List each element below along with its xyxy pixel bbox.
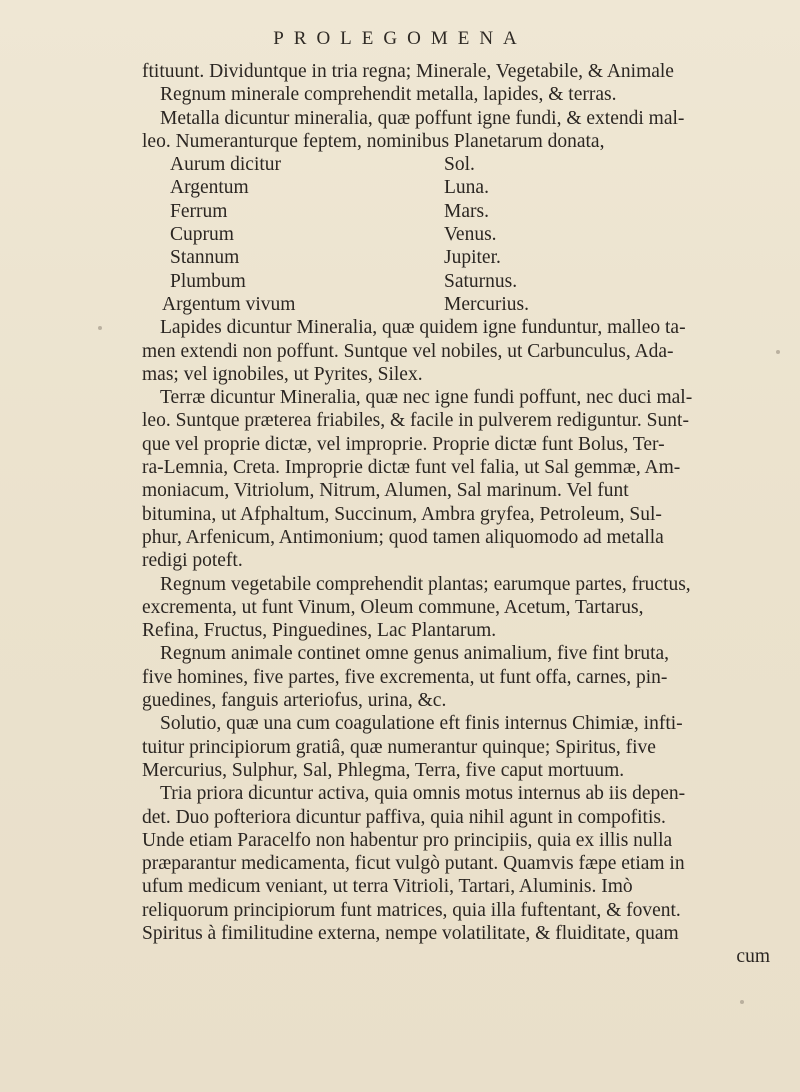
- planet-name: Luna.: [444, 177, 489, 199]
- planet-row: [154, 176, 772, 199]
- text-block: [142, 60, 772, 969]
- text-line: Solutio, quæ una cum coagulatione eft finis internus Chimiæ, infti-: [160, 713, 683, 735]
- text-line: Mercurius, Sulphur, Sal, Phlegma, Terra, five caput mortuum.: [142, 759, 625, 781]
- text-line: Spiritus à fimilitudine externa, nempe volatilitate, & fluiditate, quam: [142, 922, 679, 944]
- planet-name: Sol.: [444, 154, 475, 176]
- text-line: Refina, Fructus, Pinguedines, Lac Plantarum.: [142, 620, 497, 642]
- planet-table: [142, 153, 772, 316]
- planet-row: [154, 223, 772, 246]
- text-line: reliquorum principiorum funt matrices, quia illa fuftentant, & fovent.: [142, 899, 681, 921]
- text-line: leo. Numeranturque feptem, nominibus Planetarum donata,: [142, 130, 605, 152]
- paper-speck: [740, 1000, 744, 1004]
- planet-name: Jupiter.: [444, 247, 501, 269]
- text-line: five homines, five partes, five excrementa, ut funt offa, carnes, pin-: [142, 666, 668, 688]
- text-line: Regnum minerale comprehendit metalla, lapides, & terras.: [160, 84, 617, 106]
- text-line: det. Duo pofteriora dicuntur paffiva, quia nihil agunt in compofitis.: [142, 806, 666, 828]
- planet-row: [154, 293, 772, 316]
- planet-name: Saturnus.: [444, 270, 518, 292]
- text-line: excrementa, ut funt Vinum, Oleum commune, Acetum, Tartarus,: [142, 596, 644, 618]
- text-line: men extendi non poffunt. Suntque vel nobiles, ut Carbunculus, Ada-: [142, 340, 674, 362]
- planet-row: [154, 153, 772, 176]
- text-line: guedines, fanguis arteriofus, urina, &c.: [142, 690, 447, 712]
- text-line: Terræ dicuntur Mineralia, quæ nec igne fundi poffunt, nec duci mal-: [160, 387, 693, 409]
- text-line: redigi poteft.: [142, 550, 243, 572]
- planet-row: [154, 246, 772, 269]
- text-line: Lapides dicuntur Mineralia, quæ quidem igne funduntur, malleo ta-: [160, 317, 686, 339]
- metal-name: Argentum vivum: [162, 293, 296, 315]
- running-title: PROLEGOMENA: [273, 28, 527, 49]
- planet-name: Venus.: [444, 224, 497, 246]
- text-line: phur, Arfenicum, Antimonium; quod tamen aliquomodo ad metalla: [142, 526, 664, 548]
- text-line: moniacum, Vitriolum, Nitrum, Alumen, Sal marinum. Vel funt: [142, 480, 629, 502]
- text-line: Regnum vegetabile comprehendit plantas; earumque partes, fructus,: [160, 573, 691, 595]
- metal-name: Stannum: [170, 247, 240, 269]
- metal-name: Aurum dicitur: [170, 154, 282, 176]
- planet-name: Mars.: [444, 200, 489, 222]
- text-line: Metalla dicuntur mineralia, quæ poffunt igne fundi, & extendi mal-: [160, 107, 685, 129]
- text-line: que vel proprie dictæ, vel improprie. Proprie dictæ funt Bolus, Ter-: [142, 433, 665, 455]
- paper-speck: [98, 326, 102, 330]
- metal-name: Plumbum: [170, 270, 246, 292]
- text-line: ufum medicum veniant, ut terra Vitrioli, Tartari, Aluminis. Imò: [142, 876, 633, 898]
- text-line: leo. Suntque præterea friabiles, & facile in pulverem rediguntur. Sunt-: [142, 410, 689, 432]
- planet-name: Mercurius.: [444, 293, 530, 315]
- text-line: bitumina, ut Afphaltum, Succinum, Ambra gryfea, Petroleum, Sul-: [142, 503, 662, 525]
- paper-speck: [776, 350, 780, 354]
- catchword: cum: [736, 946, 770, 968]
- planet-row: [154, 200, 772, 223]
- planet-row: [154, 270, 772, 293]
- metal-name: Ferrum: [170, 200, 228, 222]
- text-line: præparantur medicamenta, ficut vulgò putant. Quamvis fæpe etiam in: [142, 853, 685, 875]
- metal-name: Cuprum: [170, 224, 234, 246]
- text-line: ra-Lemnia, Creta. Improprie dictæ funt vel falia, ut Sal gemmæ, Am-: [142, 457, 681, 479]
- text-line: tuitur principiorum gratiâ, quæ numerantur quinque; Spiritus, five: [142, 736, 656, 758]
- metal-name: Argentum: [170, 177, 249, 199]
- text-line: Unde etiam Paracelfo non habentur pro principiis, quia ex illis nulla: [142, 829, 673, 851]
- text-line: Regnum animale continet omne genus animalium, five fint bruta,: [160, 643, 670, 665]
- text-line: mas; vel ignobiles, ut Pyrites, Silex.: [142, 363, 423, 385]
- text-line: ftituunt. Dividuntque in tria regna; Minerale, Vegetabile, & Animale: [142, 61, 674, 82]
- text-line: Tria priora dicuntur activa, quia omnis motus internus ab iis depen-: [160, 783, 686, 805]
